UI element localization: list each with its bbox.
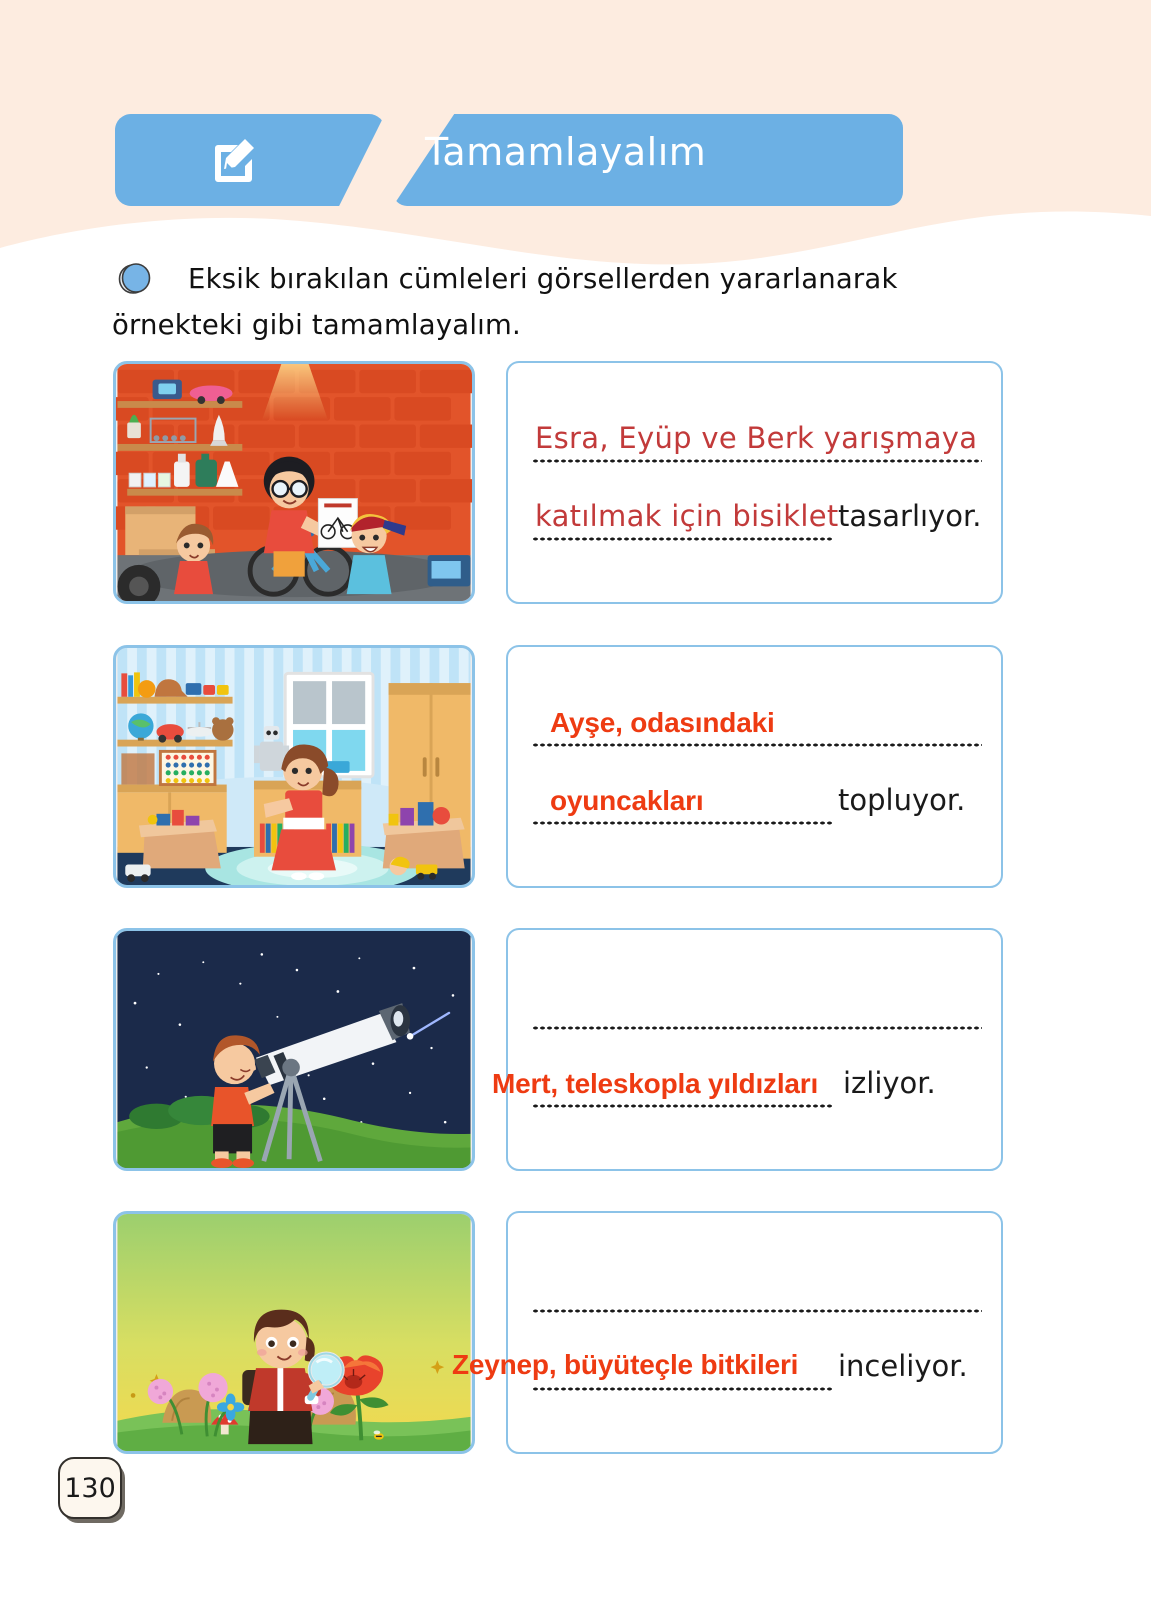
answer-text-2-line2: oyuncakları <box>550 785 704 816</box>
writing-line-2b <box>532 821 832 825</box>
writing-line-4b <box>532 1387 832 1391</box>
edit-pencil-icon <box>207 136 259 186</box>
answer-text-4-line2: Zeynep, büyüteçle bitkileri <box>452 1349 799 1380</box>
given-word-3: izliyor. <box>843 1066 936 1100</box>
instruction-text <box>112 256 1012 348</box>
exercise-image-3 <box>113 928 475 1171</box>
answer-text-2-line1: Ayşe, odasındaki <box>550 707 775 738</box>
writing-line-3a <box>532 1026 982 1030</box>
writing-line-1a <box>532 459 982 463</box>
exercise-image-4 <box>113 1211 475 1454</box>
answer-box-3[interactable] <box>492 928 1003 1171</box>
writing-line-4a <box>532 1309 982 1313</box>
given-word-4: inceliyor. <box>838 1349 968 1383</box>
writing-line-2a <box>532 743 982 747</box>
answer-box-2[interactable] <box>506 645 1003 888</box>
given-word-2: topluyor. <box>838 783 966 817</box>
answer-text-1-line1: Esra, Eyüp ve Berk yarışmaya <box>535 421 978 455</box>
exercise-image-1 <box>113 361 475 604</box>
answer-box-4[interactable] <box>452 1211 1003 1454</box>
given-word-1: tasarlıyor. <box>838 499 982 533</box>
exercise-image-2 <box>113 645 475 888</box>
writing-line-3b <box>532 1104 832 1108</box>
writing-line-1b <box>532 537 832 541</box>
answer-text-3-line2: Mert, teleskopla yıldızları <box>492 1068 819 1099</box>
answer-text-1-line2: katılmak için bisiklet <box>535 499 839 533</box>
instruction-sentence: Eksik bırakılan cümleleri görsellerden yararlanarak örnekteki gibi tamamlayalım. <box>112 263 898 341</box>
answer-box-1[interactable] <box>506 361 1003 604</box>
page-number-text: 130 <box>64 1472 116 1504</box>
page-title: Tamamlayalım <box>425 130 707 174</box>
page-number <box>58 1457 122 1519</box>
